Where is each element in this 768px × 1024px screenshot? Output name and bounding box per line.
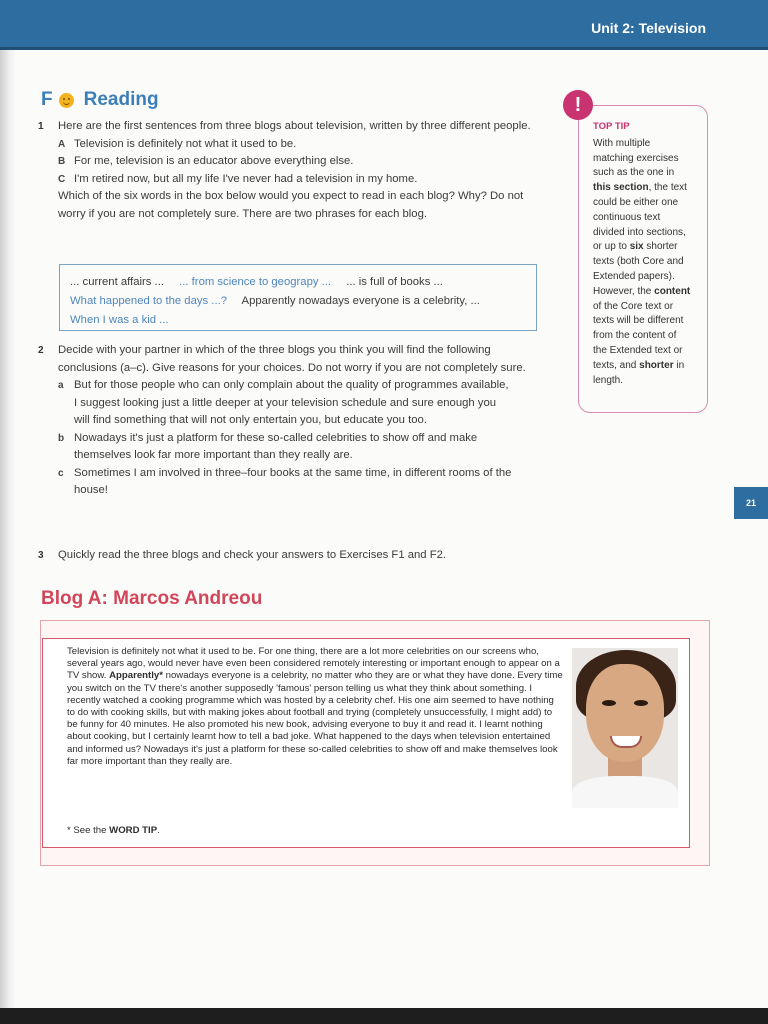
exercise-question: Which of the six words in the box below would you expect to read in each blog? Why? Do not worry if you are not completely sure. There are two phrases for each blog. [58,190,524,220]
word-box-row [70,273,526,292]
blog-title: Blog A: Marcos Andreou [41,588,263,609]
smile-icon [59,93,74,108]
blog-option-b: B For me, television is an educator above everything else. [58,155,354,167]
phrase: ... from science to geograpy ... [179,276,332,288]
exercise-1 [38,118,538,223]
exercise-number: 1 [38,121,44,132]
exercise-3 [38,547,538,565]
section-name: Reading [83,89,159,110]
exercise-intro: Decide with your partner in which of the three blogs you think you will find the following conclusions (a–c). Give reasons for your choices. Do not worry if you are not completely sure. [58,344,526,374]
phrase: What happened to the days ...? [70,295,228,307]
top-tip-heading: TOP TIP [593,121,630,132]
exercise-number: 2 [38,345,44,356]
blog-option-a: A Television is definitely not what it used to be. [58,137,297,150]
book-spine [0,0,16,1008]
word-box-row [70,292,526,311]
unit-title: Unit 2: Television [591,20,706,36]
exercise-2 [38,342,538,500]
exercise-number: 3 [38,550,44,561]
phrase: ... current affairs ... [70,276,164,288]
top-tip-box [578,105,708,413]
section-letter: F [41,89,53,110]
header-band [0,0,768,50]
blog-text: Television is definitely not what it used to be. For one thing, there are a lot more celebrities on our screens who, several years ago, would never have even been considered remotely interesting or important enough to appear on a TV show. Apparently* nowadays everyone is a celebrity, no matter who they are or what they have done. Every time you switch on the TV there's another supposedly 'famous' person telling us what they think about something. I recently watched a cooking programme which was hosted by a celebrity chef. His one aim seemed to have nothing to do with cooking skills, but with making jokes about football and trying (completely unsuccessfully, I might add) to be funny for 40 minutes. He also promoted his new book, advising everyone to buy it and read it. I learnt nothing about cooking, but I certainly learnt how to tell a bad joke. What happened to the days when television entertained and informed us? Nowadays it's just a platform for these so-called celebrities to show off and make themselves look far more important than they really are. [67,646,563,767]
conclusion-c: c Sometimes I am involved in three–four books at the same time, in different rooms of the house! [58,466,512,496]
author-photo [572,648,678,808]
conclusion-a: a But for those people who can only complain about the quality of programmes available, I suggest looking just a little deeper at your television schedule and sure enough you will find something that will not only entertain you, but educate you too. [58,379,509,426]
section-title [41,89,159,111]
blog-option-c: C I'm retired now, but all my life I've never had a television in my home. [58,172,418,185]
word-box-row [70,311,526,330]
exercise-intro: Here are the first sentences from three blogs about television, written by three different people. [58,120,531,132]
blog-footnote: * See the WORD TIP. [67,825,160,836]
exclamation-icon: ! [563,90,593,120]
top-tip-text: With multiple matching exercises such as the one in this section, the text could be either one continuous text divided into sections, or up to six shorter texts (both Core and Extended papers). However, the content of the Core text or texts will be different from the content of the Extended text or texts, and shorter in length. [593,137,691,386]
word-box [59,264,537,331]
phrase: When I was a kid ... [70,314,169,326]
conclusion-b: b Nowadays it's just a platform for these so-called celebrities to show off and make themselves look far more important than they really are. [58,431,478,461]
exercise-text: Quickly read the three blogs and check your answers to Exercises F1 and F2. [58,549,447,561]
phrase: Apparently nowadays everyone is a celebrity, ... [241,295,480,307]
page-number: 21 [734,487,768,519]
phrase: ... is full of books ... [346,276,443,288]
